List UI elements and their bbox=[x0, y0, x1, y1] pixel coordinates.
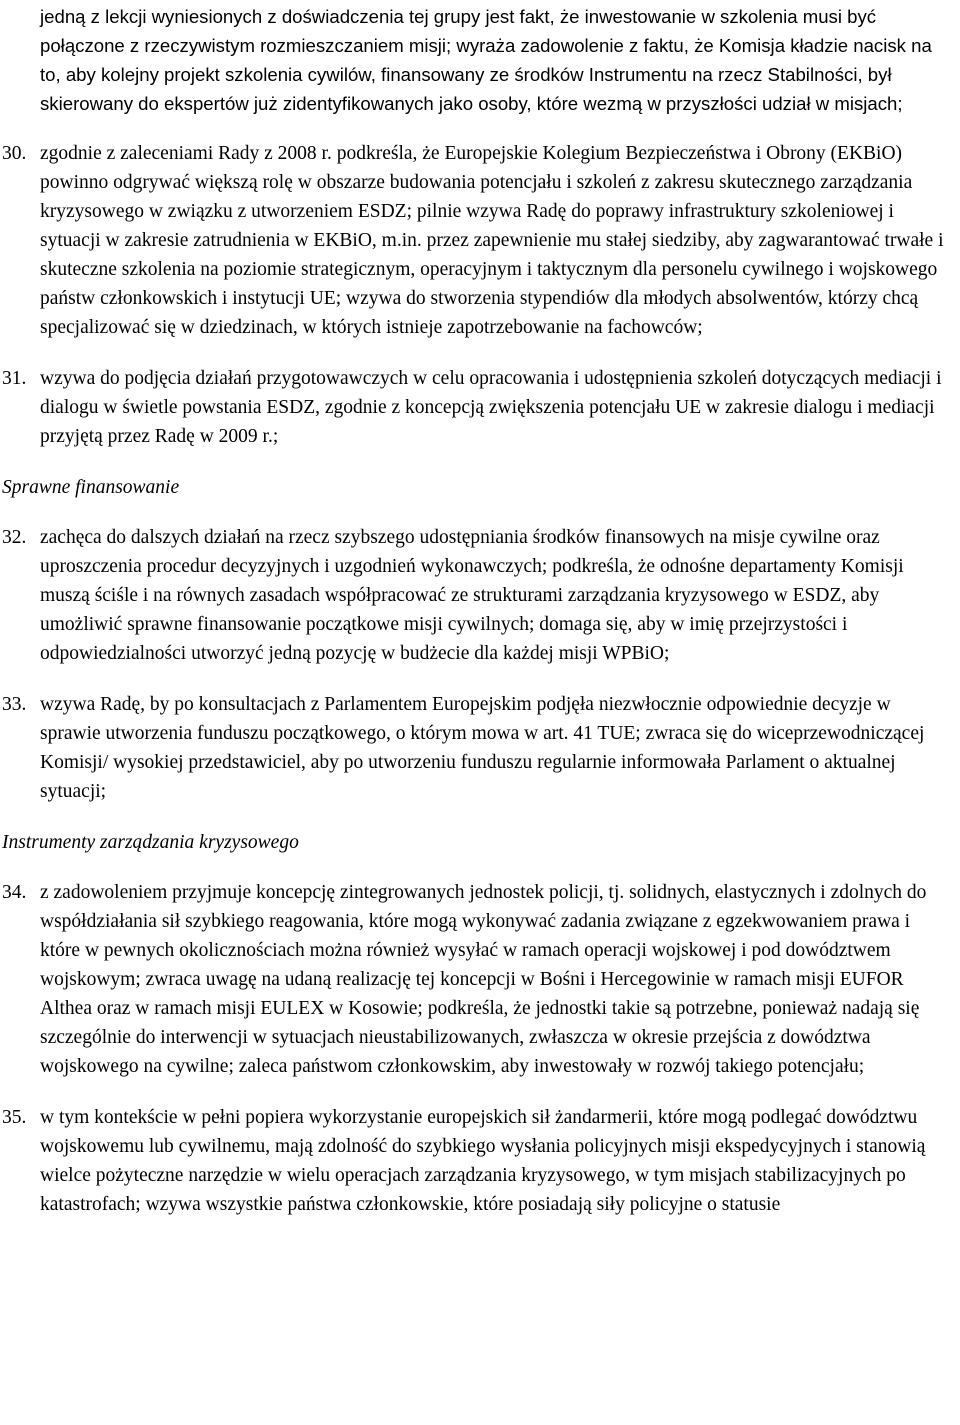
list-item-30 bbox=[0, 139, 946, 342]
item-text: zgodnie z zaleceniami Rady z 2008 r. podkreśla, że Europejskie Kolegium Bezpieczeństwa i Obrony (EKBiO) powinno odgrywać większą rolę w obszarze budowania potencjału i szkoleń z zakresu skutecznego zarządzania kryzysowego w związku z utworzeniem ESDZ; pilnie wzywa Radę do poprawy infrastruktury szkoleniowej i sytuacji w zakresie zatrudnienia w EKBiO, m.in. przez zapewnienie mu stałej siedziby, aby zagwarantować trwałe i skuteczne szkolenia na poziomie strategicznym, operacyjnym i taktycznym dla personelu cywilnego i wojskowego państw członkowskich i instytucji UE; wzywa do stworzenia stypendiów dla młodych absolwentów, którzy chcą specjalizować się w dziedzinach, w których istnieje zapotrzebowanie na fachowców; bbox=[40, 143, 944, 338]
item-number: 33. bbox=[2, 694, 27, 715]
item-number: 30. bbox=[2, 143, 27, 164]
section-heading-financing: Sprawne finansowanie bbox=[2, 477, 180, 498]
continuation-paragraph: jedną z lekcji wyniesionych z doświadczenia tej grupy jest fakt, że inwestowanie w szkolenia musi być połączone z rzeczywistym rozmieszczaniem misji; wyraża zadowolenie z faktu, że Komisja kładzie nacisk na to, aby kolejny projekt szkolenia cywilów, finansowany ze środków Instrumentu na rzecz Stabilności, był skierowany do ekspertów już zidentyfikowanych jako osoby, które wezmą w przyszłości udział w misjach; bbox=[40, 6, 932, 114]
list-item-34 bbox=[0, 878, 946, 1081]
item-number: 31. bbox=[2, 368, 27, 389]
item-text: wzywa Radę, by po konsultacjach z Parlamentem Europejskim podjęła niezwłocznie odpowiednie decyzje w sprawie utworzenia funduszu początkowego, o którym mowa w art. 41 TUE; zwraca się do wiceprzewodniczącej Komisji/ wysokiej przedstawiciel, aby po utworzeniu funduszu regularnie informowała Parlament o aktualnej sytuacji; bbox=[40, 694, 925, 802]
item-text: wzywa do podjęcia działań przygotowawczych w celu opracowania i udostępnienia szkoleń dotyczących mediacji i dialogu w świetle powstania ESDZ, zgodnie z koncepcją zwiększenia potencjału UE w zakresie dialogu i mediacji przyjętą przez Radę w 2009 r.; bbox=[40, 368, 942, 447]
section-heading-crisis-instruments: Instrumenty zarządzania kryzysowego bbox=[2, 832, 299, 853]
item-text: zachęca do dalszych działań na rzecz szybszego udostępniania środków finansowych na misje cywilne oraz uproszczenia procedur decyzyjnych i uzgodnień wykonawczych; podkreśla, że odnośne departamenty Komisji muszą ściśle i na równych zasadach współpracować ze strukturami zarządzania kryzysowego w ESDZ, aby umożliwić sprawne finansowanie początkowe misji cywilnych; domaga się, aby w imię przejrzystości i odpowiedzialności utworzyć jedną pozycję w budżecie dla każdej misji WPBiO; bbox=[40, 527, 904, 664]
list-item-32 bbox=[0, 523, 946, 668]
list-item-35 bbox=[0, 1103, 946, 1219]
item-number: 35. bbox=[2, 1107, 27, 1128]
list-item-33 bbox=[0, 690, 946, 806]
list-item-31 bbox=[0, 364, 946, 451]
item-text: w tym kontekście w pełni popiera wykorzystanie europejskich sił żandarmerii, które mogą podlegać dowództwu wojskowemu lub cywilnemu, mają zdolność do szybkiego wysłania policyjnych misji ekspedycyjnych i stanowią wielce pożyteczne narzędzie w wielu operacjach zarządzania kryzysowego, w tym misjach stabilizacyjnych po katastrofach; wzywa wszystkie państwa członkowskie, które posiadają siły policyjne o statusie bbox=[40, 1107, 926, 1215]
item-number: 32. bbox=[2, 527, 27, 548]
item-number: 34. bbox=[2, 882, 27, 903]
item-text: z zadowoleniem przyjmuje koncepcję zintegrowanych jednostek policji, tj. solidnych, elastycznych i zdolnych do współdziałania sił szybkiego reagowania, które mogą wykonywać zadania związane z egzekwowaniem prawa i które w pewnych okolicznościach można również wysyłać w ramach operacji wojskowej i pod dowództwem wojskowym; zwraca uwagę na udaną realizację tej koncepcji w Bośni i Hercegowinie w ramach misji EUFOR Althea oraz w ramach misji EULEX w Kosowie; podkreśla, że jednostki takie są potrzebne, ponieważ nadają się szczególnie do interwencji w sytuacjach nieustabilizowanych, zwłaszcza w okresie przejścia z dowództwa wojskowego na cywilne; zaleca państwom członkowskim, aby inwestowały w rozwój takiego potencjału; bbox=[40, 882, 927, 1077]
